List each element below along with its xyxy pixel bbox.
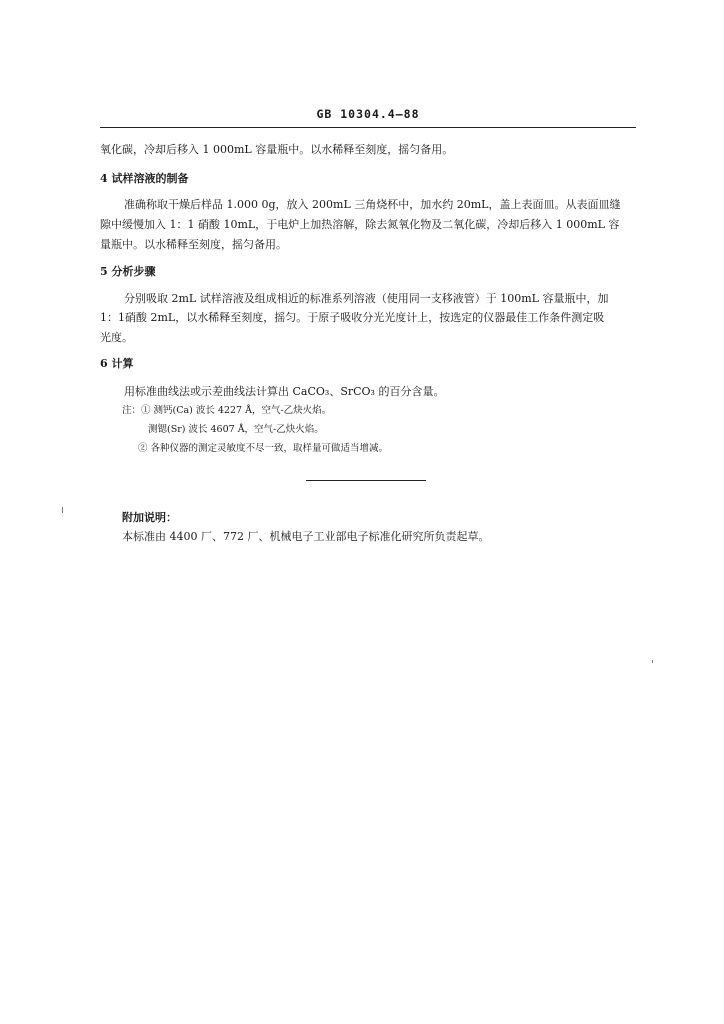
note-1: 注：① 测钙(Ca) 波长 4227 Å，空气-乙炔火焰。: [122, 405, 332, 416]
section-4-title: 4 试样溶液的制备: [100, 172, 189, 185]
header-rule: [100, 127, 636, 128]
note-1-continuation: 测锶(Sr) 波长 4607 Å，空气-乙炔火焰。: [148, 424, 324, 435]
section-4-line-2: 隙中缓慢加入 1：1 硝酸 10mL，于电炉上加热溶解，除去氮氧化物及二氧化碳，冷却后移入 1 000mL 容: [100, 218, 620, 231]
standard-code-header: GB 10304.4—88: [316, 107, 420, 121]
intro-line: 氧化碳，冷却后移入 1 000mL 容量瓶中。以水稀释至刻度，摇匀备用。: [100, 143, 454, 156]
note-2: ② 各种仪器的测定灵敏度不尽一致，取样量可做适当增减。: [138, 443, 389, 454]
section-4-line-3: 量瓶中。以水稀释至刻度，摇匀备用。: [100, 238, 287, 251]
section-5-line-1: 分别吸取 2mL 试样溶液及组成相近的标准系列溶液（使用同一支移液管）于 100mL 容量瓶中，加: [124, 292, 609, 305]
additional-notes-title: 附加说明：: [122, 511, 177, 524]
section-6-line: 用标准曲线法或示差曲线法计算出 CaCO₃、SrCO₃ 的百分含量。: [124, 385, 445, 398]
end-separator-rule: [306, 480, 426, 481]
section-6-title: 6 计算: [100, 357, 134, 370]
scan-speck: [62, 507, 63, 513]
section-5-title: 5 分析步骤: [100, 265, 156, 278]
additional-notes-text: 本标准由 4400 厂、772 厂、机械电子工业部电子标准化研究所负责起草。: [122, 530, 490, 543]
scan-speck: [652, 660, 653, 663]
section-5-line-3: 光度。: [100, 331, 133, 344]
section-5-line-2: 1：1硝酸 2mL，以水稀释至刻度，摇匀。于原子吸收分光光度计上，按选定的仪器最佳工作条件测定吸: [100, 311, 605, 324]
section-4-line-1: 准确称取干燥后样品 1.000 0g，放入 200mL 三角烧杯中，加水约 20mL，盖上表面皿。从表面皿缝: [124, 198, 621, 211]
